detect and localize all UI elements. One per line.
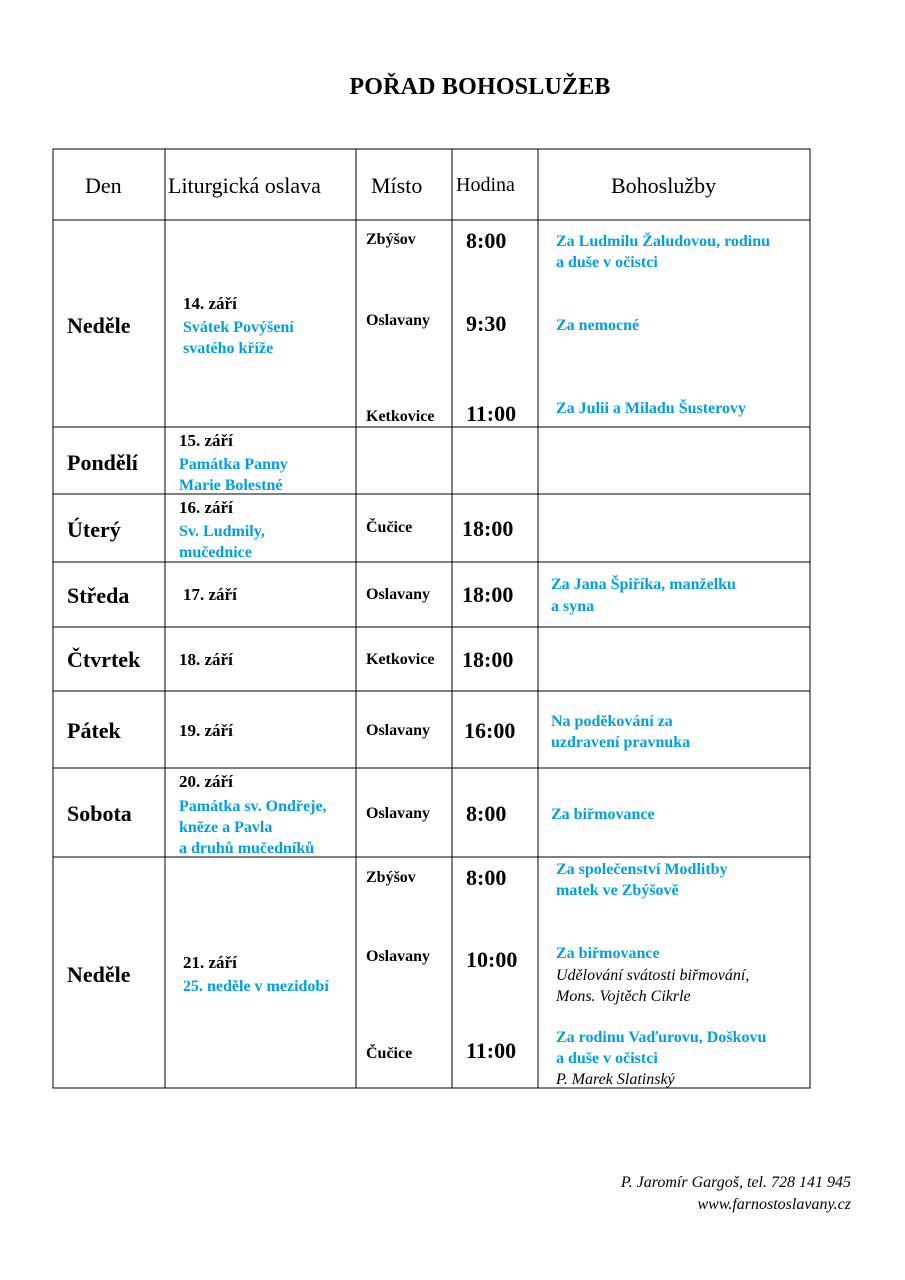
feast-date: 15. září [179,431,233,450]
day-label: Neděle [67,313,131,338]
feast-date: 14. září [183,294,237,313]
feast-name: Svátek Povýšení [183,319,294,336]
mass-hour: 10:00 [466,947,518,972]
header-day: Den [85,173,122,198]
day-label: Středa [67,583,130,608]
page-title: POŘAD BOHOSLUŽEB [349,74,611,100]
mass-note: Mons. Vojtěch Cikrle [556,988,691,1005]
mass-intention: uzdravení pravnuka [551,734,691,751]
mass-hour: 18:00 [462,516,514,541]
mass-intention: Za společenství Modlitby [556,861,728,878]
mass-hour: 8:00 [466,865,507,890]
day-label: Pátek [67,718,121,743]
mass-intention: a duše v očistci [556,1050,658,1067]
feast-name: Památka sv. Ondřeje, [179,798,327,815]
day-label: Úterý [67,517,121,542]
feast-name: 25. neděle v mezidobí [183,978,329,995]
mass-place: Oslavany [366,948,431,965]
feast-name: Marie Bolestné [179,477,283,494]
mass-place: Čučice [366,519,413,536]
mass-note: Udělování svátosti biřmování, [556,967,750,984]
feast-name: Sv. Ludmily, [179,523,265,540]
mass-hour: 11:00 [466,1038,517,1063]
mass-place: Oslavany [366,722,431,739]
mass-place: Zbýšov [366,231,416,248]
mass-intention: Za biřmovance [551,806,655,823]
header-place: Místo [371,173,423,198]
header-services: Bohoslužby [611,173,717,198]
mass-place: Zbýšov [366,869,416,886]
mass-intention: Za biřmovance [556,945,660,962]
mass-intention: Za nemocné [556,317,640,334]
mass-hour: 18:00 [462,582,514,607]
feast-date: 21. září [183,953,237,972]
feast-name: Památka Panny [179,456,288,473]
mass-place: Ketkovice [366,651,435,668]
header-hour: Hodina [456,174,515,196]
footer-contact: P. Jaromír Gargoš, tel. 728 141 945 [620,1174,851,1191]
day-label: Neděle [67,962,131,987]
mass-intention: Za Ludmilu Žaludovou, rodinu [556,233,771,250]
mass-place: Ketkovice [366,408,435,425]
mass-intention: Za rodinu Vaďurovu, Doškovu [556,1029,767,1046]
feast-date: 19. září [179,721,233,740]
mass-intention: Za Jana Špiříka, manželku [551,576,736,593]
mass-place: Čučice [366,1045,413,1062]
mass-note: P. Marek Slatinský [556,1071,675,1088]
day-label: Sobota [67,801,132,826]
mass-hour: 9:30 [466,311,507,336]
mass-hour: 11:00 [466,401,517,426]
feast-date: 20. září [179,772,233,791]
mass-intention: matek ve Zbýšově [556,882,679,899]
mass-intention: Na poděkování za [551,713,673,730]
mass-intention: a duše v očistci [556,254,658,271]
mass-intention: Za Julii a Miladu Šusterovy [556,400,746,417]
feast-name: a druhů mučedníků [179,840,315,857]
feast-date: 17. září [183,585,237,604]
mass-intention: a syna [551,598,595,615]
footer-website[interactable]: www.farnostoslavany.cz [697,1196,851,1213]
mass-place: Oslavany [366,312,431,329]
feast-name: mučednice [179,544,252,561]
mass-place: Oslavany [366,586,431,603]
mass-hour: 8:00 [466,228,507,253]
feast-name: kněze a Pavla [179,819,273,836]
feast-date: 18. září [179,650,233,669]
day-label: Čtvrtek [67,647,141,672]
mass-hour: 8:00 [466,801,507,826]
day-label: Pondělí [67,450,138,475]
mass-hour: 16:00 [464,718,516,743]
feast-date: 16. září [179,498,233,517]
header-feast: Liturgická oslava [168,173,321,198]
mass-place: Oslavany [366,805,431,822]
feast-name: svatého kříže [183,340,274,357]
mass-hour: 18:00 [462,647,514,672]
